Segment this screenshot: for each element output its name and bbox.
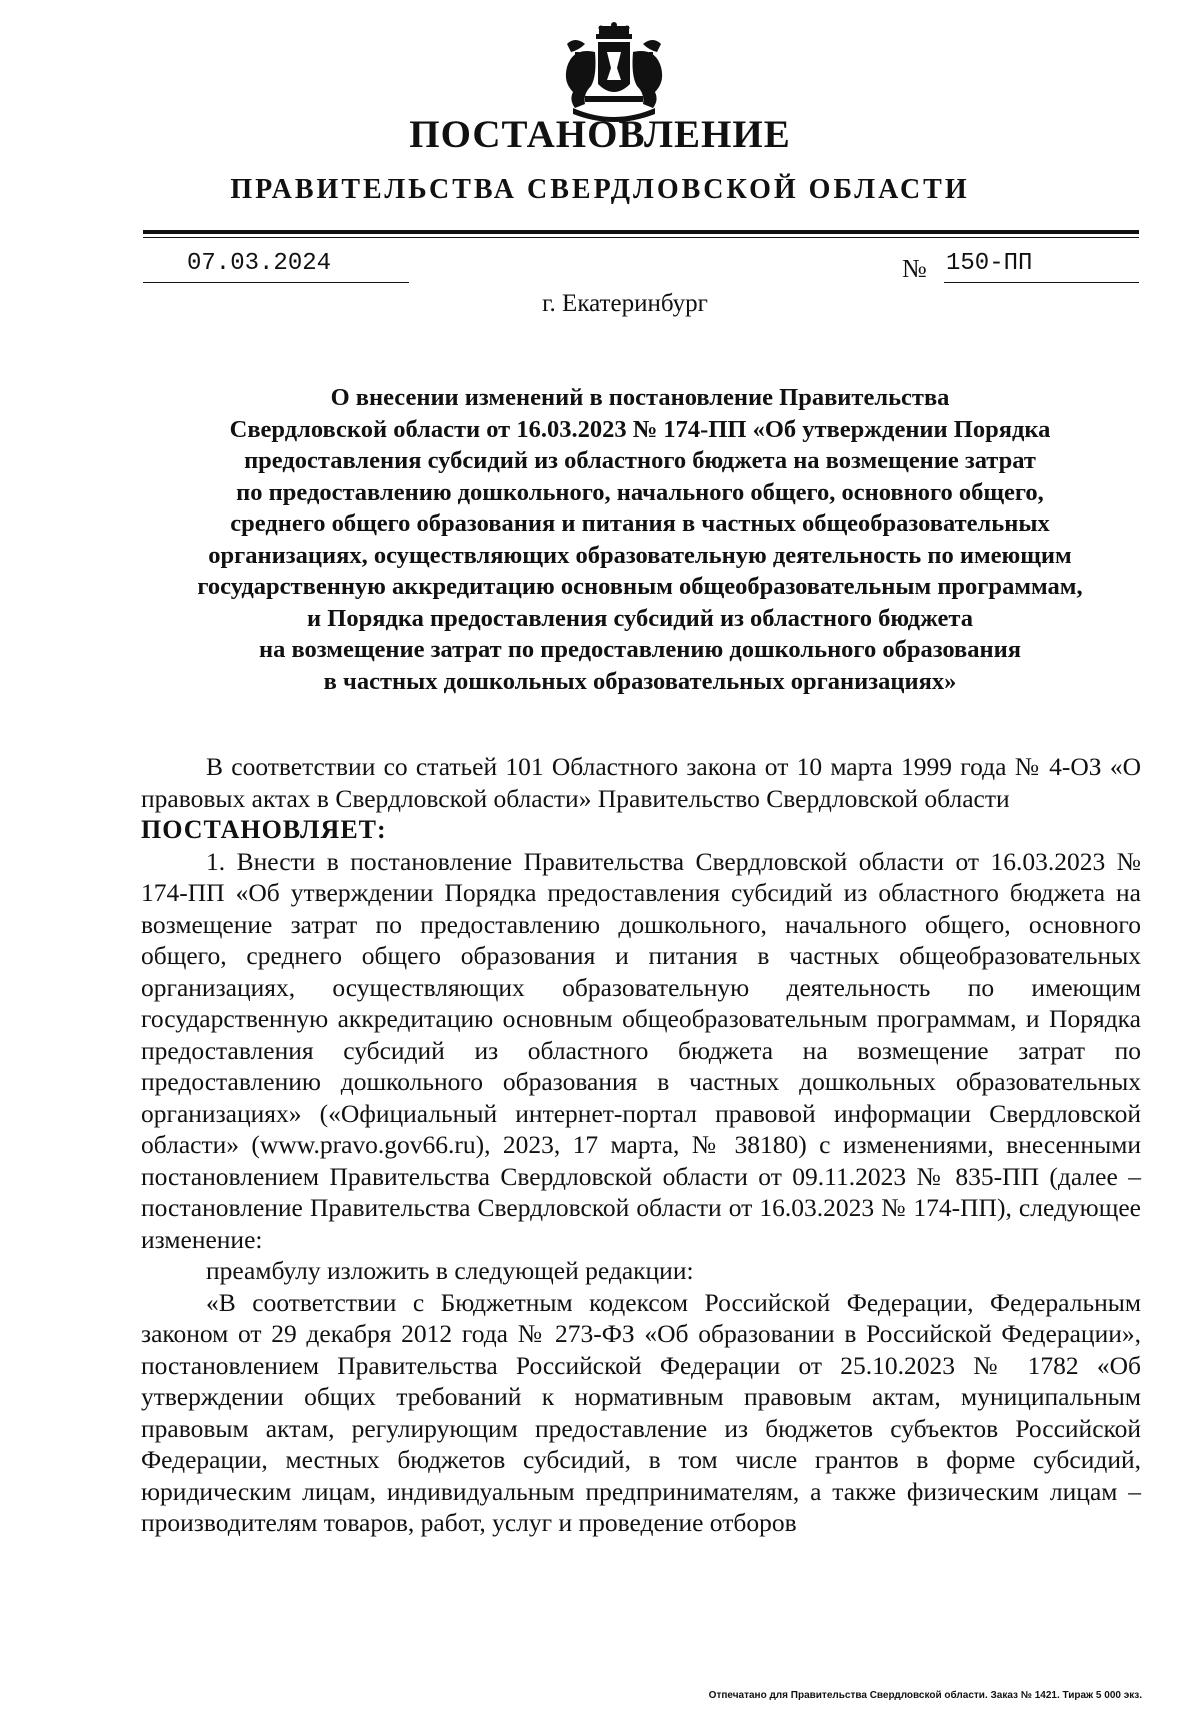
date-underline (143, 282, 409, 283)
heading-line: по предоставлению дошкольного, начального общего, основного общего, (236, 478, 1044, 506)
document-subtitle: ПРАВИТЕЛЬСТВА СВЕРДЛОВСКОЙ ОБЛАСТИ (230, 174, 970, 205)
city: г. Екатеринбург (542, 290, 708, 317)
number-underline (944, 282, 1139, 283)
heading-line: предоставления субсидий из областного бюджета на возмещение затрат (244, 447, 1036, 474)
preamble-instruction: преамбулу изложить в следующей редакции: (206, 1256, 694, 1285)
print-footer: Отпечатано для Правительства Свердловской области. Заказ № 1421. Тираж 5 000 экз. (708, 1690, 1142, 1701)
item-1-paragraph: 1. Внести в постановление Правительства Свердловской области от 16.03.2023 № 174-ПП «Об утверждении Порядка предоставления субсидий из областного бюджета на возмещение затрат по предоставлению дошкольного, начального общего, основного общего, среднего общего образования и питания в частных общеобразовательных организациях, осуществляющих образовательную деятельность по имеющим государственную аккредитацию основным общеобразовательным программам, и Порядка предоставления субсидий из областного бюджета на возмещение затрат по предоставлению дошкольного образования в частных дошкольных образовательных организациях» («Официальный интернет-портал правовой информации Свердловской области» (www.pravo.gov66.ru), 2023, 17 марта, № 38180) с изменениями, внесенными постановлением Правительства Свердловской области от 09.11.2023 № 835-ПП (далее – постановление Правительства Свердловской области от 16.03.2023 № 174-ПП), следующее изменение: (141, 846, 1141, 1254)
document-number: 150-ПП (946, 250, 1033, 277)
heading-line: в частных дошкольных образовательных организациях» (323, 667, 957, 695)
heading-line: государственную аккредитацию основным общеобразовательным программам, (197, 573, 1083, 600)
heading-line: и Порядка предоставления субсидий из областного бюджета (307, 604, 973, 632)
decree-word: ПОСТАНОВЛЯЕТ: (141, 815, 387, 844)
document-title: ПОСТАНОВЛЕНИЕ (409, 113, 791, 156)
number-label: № (902, 254, 927, 283)
intro-paragraph: В соответствии со статьей 101 Областного закона от 10 марта 1999 года № 4-ОЗ «О правовых актах в Свердловской области» Правительство Свердловской области (141, 752, 1141, 813)
decree-paragraph (141, 814, 1141, 846)
document-body (141, 751, 1141, 1539)
heading-line: на возмещение затрат по предоставлению дошкольного образования (258, 636, 1022, 663)
heading-line: организациях, осуществляющих образовательную деятельность по имеющим (208, 541, 1072, 569)
coat-of-arms-icon (555, 22, 673, 126)
document-date: 07.03.2024 (187, 250, 332, 277)
heading-line: О внесении изменений в постановление Правительства (330, 384, 950, 411)
header-rule-thin (143, 237, 1139, 238)
heading-line: среднего общего образования и питания в частных общеобразовательных (230, 510, 1050, 537)
document-heading (120, 382, 1160, 697)
heading-line: Свердловской области от 16.03.2023 № 174-ПП «Об утверждении Порядка (229, 415, 1051, 443)
header-rule-thick (143, 230, 1139, 234)
preamble-text: «В соответствии с Бюджетным кодексом Российской Федерации, Федеральным законом от 29 декабря 2012 года № 273-ФЗ «Об образовании в Российской Федерации», постановлением Правительства Российской Федерации от 25.10.2023 № 1782 «Об утверждении общих требований к нормативным правовым актам, муниципальным правовым актам, регулирующим предоставление из бюджетов субъектов Российской Федерации, местных бюджетов субсидий, в том числе грантов в форме субсидий, юридическим лицам, индивидуальным предпринимателям, а также физическим лицам – производителям товаров, работ, услуг и проведение отборов (141, 1287, 1141, 1537)
